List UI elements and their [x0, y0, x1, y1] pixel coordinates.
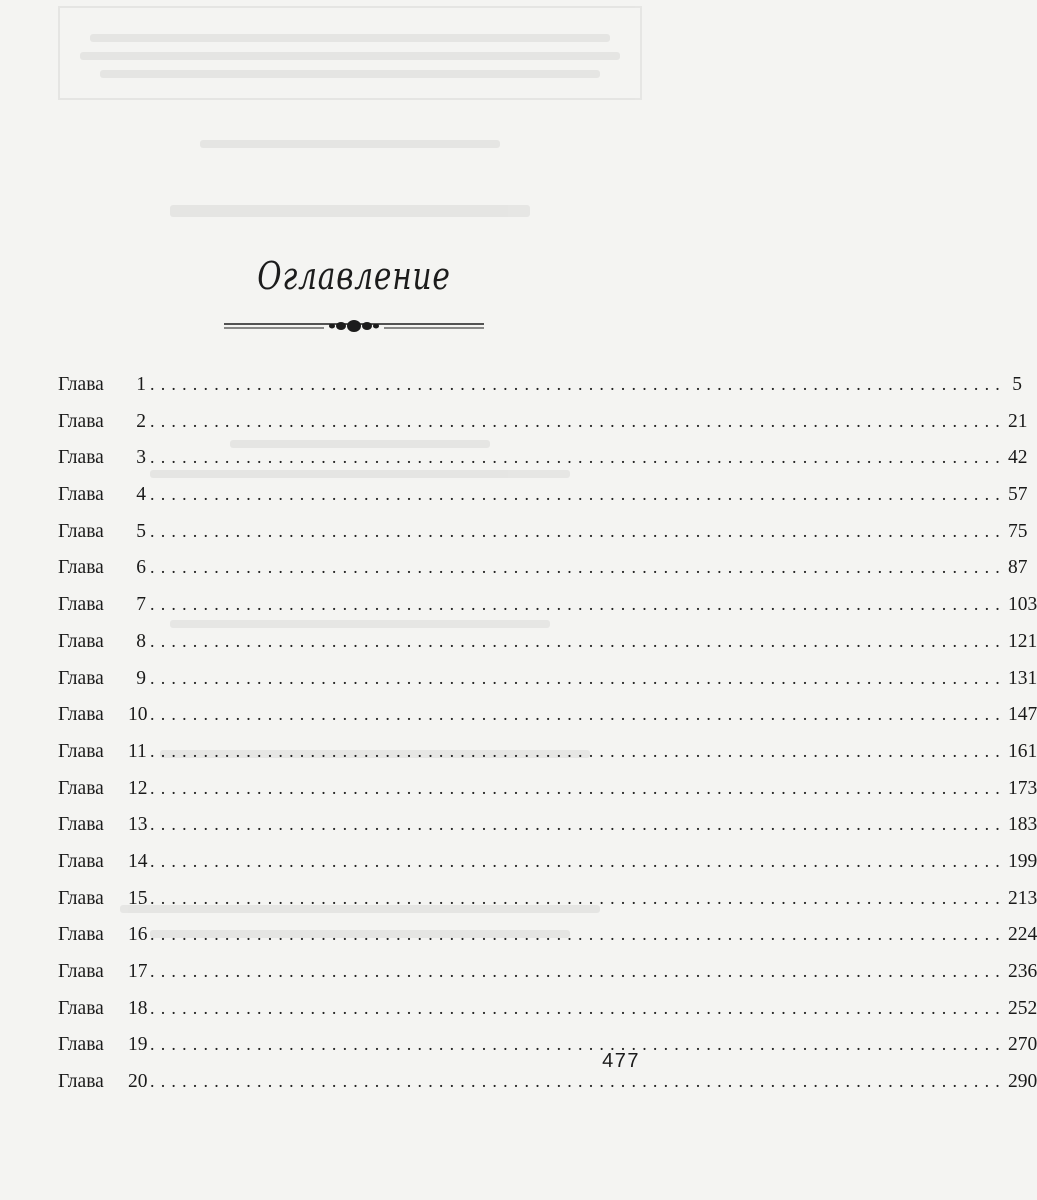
chapter-page-number: 183 [1008, 814, 1037, 836]
chapter-number: 10 [128, 704, 148, 726]
ghost-frame [58, 6, 642, 100]
chapter-number: 15 [128, 887, 148, 909]
chapter-label: Глава [58, 667, 104, 689]
dot-leader: ................................................................................ [150, 704, 1006, 725]
chapter-number: 18 [128, 997, 148, 1019]
toc-entry[interactable] [58, 953, 1037, 990]
chapter-page-number: 87 [1008, 557, 1028, 579]
toc-entry[interactable] [58, 696, 1037, 733]
chapter-page-number: 161 [1008, 740, 1037, 762]
toc-entry[interactable] [58, 990, 1037, 1027]
chapter-number: 9 [136, 667, 146, 689]
chapter-page-number: 173 [1008, 777, 1037, 799]
chapter-number: 20 [128, 1071, 148, 1093]
chapter-number: 3 [136, 447, 146, 469]
dot-leader: ................................................................................ [150, 410, 1006, 431]
dot-leader: ................................................................................ [150, 997, 1006, 1018]
chapter-label: Глава [58, 740, 104, 762]
chapter-number: 12 [128, 777, 148, 799]
toc-entry[interactable] [58, 806, 1037, 843]
chapter-page-number: 236 [1008, 961, 1037, 982]
chapter-label: Глава [58, 520, 104, 542]
chapter-page-number: 57 [1008, 484, 1028, 506]
chapter-page-number: 121 [1008, 630, 1037, 652]
chapter-page-number: 147 [1008, 704, 1037, 726]
chapter-label: Глава [58, 410, 104, 432]
chapter-label: Глава [58, 594, 104, 616]
chapter-number: 13 [128, 814, 148, 836]
chapter-page-number: 213 [1008, 887, 1037, 909]
dot-leader: ................................................................................ [150, 594, 1006, 615]
table-of-contents [58, 366, 1037, 1100]
dot-leader: ................................................................................ [150, 1034, 1006, 1055]
dot-leader: ................................................................................ [150, 850, 1006, 871]
dot-leader: ................................................................................ [150, 961, 1006, 981]
dot-leader: ................................................................................ [150, 1071, 1006, 1092]
toc-entry[interactable] [58, 586, 1037, 623]
toc-entry[interactable] [58, 439, 1028, 476]
ornament-divider-icon [224, 316, 484, 338]
chapter-number: 16 [128, 924, 148, 946]
chapter-label: Глава [58, 997, 104, 1019]
dot-leader: ................................................................................ [150, 557, 1006, 578]
chapter-label: Глава [58, 850, 104, 872]
toc-heading-wrap [0, 254, 708, 298]
toc-entry[interactable] [58, 880, 1037, 917]
chapter-number: 2 [136, 410, 146, 432]
toc-entry[interactable] [58, 1063, 1037, 1100]
chapter-page-number: 224 [1008, 924, 1037, 946]
dot-leader: ................................................................................ [150, 814, 1006, 835]
dot-leader: ................................................................................ [150, 740, 1006, 761]
chapter-label: Глава [58, 924, 104, 946]
dot-leader: ................................................................................ [150, 777, 1006, 798]
chapter-page-number: 199 [1008, 850, 1037, 872]
toc-entry[interactable] [58, 366, 1022, 403]
chapter-label: Глава [58, 484, 104, 506]
chapter-page-number: 252 [1008, 997, 1037, 1019]
toc-entry[interactable] [58, 1026, 1037, 1063]
chapter-number: 17 [128, 961, 148, 982]
chapter-number: 1 [136, 374, 146, 395]
dot-leader: ................................................................................ [150, 520, 1006, 541]
chapter-label: Глава [58, 961, 104, 982]
chapter-number: 8 [136, 630, 146, 652]
toc-entry[interactable] [58, 916, 1037, 953]
chapter-number: 11 [128, 740, 147, 762]
chapter-label: Глава [58, 887, 104, 909]
chapter-label: Глава [58, 447, 104, 469]
chapter-number: 14 [128, 850, 148, 872]
chapter-page-number: 21 [1008, 410, 1028, 432]
chapter-number: 4 [136, 484, 146, 506]
dot-leader: ................................................................................ [150, 484, 1006, 505]
page-title: Оглавление [257, 254, 451, 298]
chapter-label: Глава [58, 814, 104, 836]
toc-entry[interactable] [58, 733, 1037, 770]
chapter-label: Глава [58, 1034, 104, 1056]
chapter-label: Глава [58, 777, 104, 799]
toc-entry[interactable] [58, 513, 1028, 550]
chapter-page-number: 290 [1008, 1071, 1037, 1093]
dot-leader: ................................................................................ [150, 374, 1006, 394]
chapter-label: Глава [58, 630, 104, 652]
chapter-page-number: 103 [1008, 594, 1037, 616]
chapter-label: Глава [58, 557, 104, 579]
chapter-page-number: 131 [1008, 667, 1037, 689]
chapter-label: Глава [58, 374, 104, 395]
chapter-number: 19 [128, 1034, 148, 1056]
toc-entry[interactable] [58, 476, 1028, 513]
chapter-label: Глава [58, 1071, 104, 1093]
dot-leader: ................................................................................ [150, 447, 1006, 468]
toc-entry[interactable] [58, 403, 1028, 440]
chapter-page-number: 42 [1008, 447, 1028, 469]
toc-entry[interactable] [58, 843, 1037, 880]
dot-leader: ................................................................................ [150, 924, 1006, 945]
chapter-label: Глава [58, 704, 104, 726]
page-number: 477 [602, 1050, 640, 1072]
toc-entry[interactable] [58, 623, 1037, 660]
dot-leader: ................................................................................ [150, 667, 1006, 688]
chapter-number: 7 [136, 594, 146, 616]
chapter-page-number: 5 [1012, 374, 1022, 395]
dot-leader: ................................................................................ [150, 630, 1006, 651]
chapter-page-number: 270 [1008, 1034, 1037, 1056]
chapter-number: 6 [136, 557, 146, 579]
dot-leader: ................................................................................ [150, 887, 1006, 908]
chapter-number: 5 [136, 520, 146, 542]
chapter-page-number: 75 [1008, 520, 1028, 542]
toc-entry[interactable] [58, 770, 1037, 807]
toc-entry[interactable] [58, 549, 1028, 586]
toc-entry[interactable] [58, 660, 1037, 697]
